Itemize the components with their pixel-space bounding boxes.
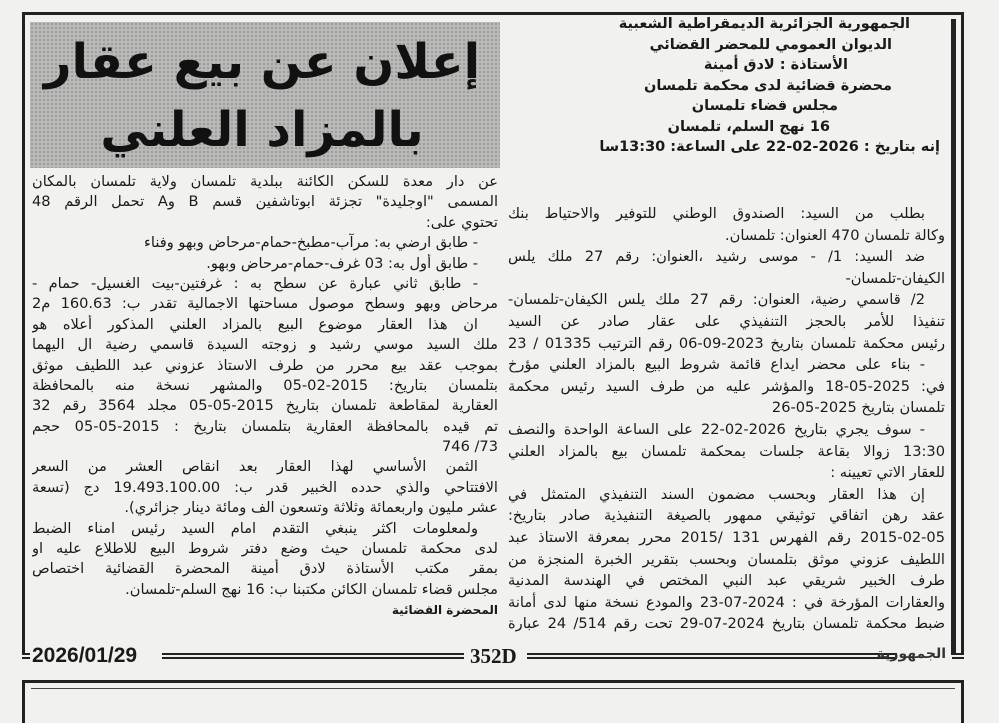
title-line-2: بالمزاد العلني	[100, 102, 424, 158]
text-line: تحتوي على:	[425, 213, 498, 231]
text-line: 2/ قاسمي رضية، العنوان: رقم 27 ملك يلس الكيفان-تلمسان-	[508, 291, 925, 309]
text-line: للعقار الاتي تعيينه :	[830, 464, 945, 482]
title-line-1: إعلان عن بيع عقار	[43, 34, 481, 90]
text-line: ان هذا العقار موضوع البيع بالمزاد العلني المذكور أعلاه هو	[32, 315, 478, 333]
text-line: - سوف يجري بتاريخ 2026-02-22 على الساعة الواحدة والنصف	[508, 420, 925, 438]
text-line: مجلس قضاء تلمسان الكائن مكتبنا ب: 16 نهج السلم-تلمسان.	[125, 580, 498, 598]
text-line: الافتتاحي والذي حدده الخبير قدر ب: 19.493.100.00 دج (تسعة	[32, 478, 498, 496]
header-line: 16 نهج السلم، تلمسان	[667, 118, 830, 135]
text-line: لدى محكمة تلمسان حيث وضع دفتر شروط البيع للاطلاع عليه او	[32, 540, 498, 558]
footer-code: 352D	[470, 644, 517, 668]
left-column-text	[32, 172, 498, 621]
footer-rule	[527, 653, 897, 659]
text-line: تلمسان بتاريخ 2025-05-26	[771, 399, 945, 417]
text-line: المحضرة القضائية	[391, 603, 498, 618]
text-line: ضبط محكمة تلمسان بتاريخ 2024-07-29 تحت رقم 514/ 24 عبارة	[508, 615, 945, 633]
text-line: وكالة تلمسان 470 العنوان: تلمسان.	[725, 226, 945, 244]
text-line: - طابق ثاني عبارة عن سطح به : غرفتين-بيت الغسيل- حمام -	[32, 274, 478, 292]
header-line: الديوان العمومي للمحضر القضائي	[649, 36, 892, 53]
text-line: ولمعلومات اكثر ينبغي التقدم امام السيد رئيس امناء الضبط	[32, 519, 478, 537]
footer-rule	[22, 653, 30, 659]
text-line: ضد السيد: 1/ - موسى رشيد ،العنوان: رقم 27 ملك يلس	[508, 248, 925, 266]
footer-rule	[162, 653, 464, 659]
text-line: 2015-02-05 رقم الفهرس 131 /2015 محرر بمعرفة الاستاذ عبد	[508, 528, 945, 546]
text-line: طرف الخبير شريقي عبد النبي المختص في الهندسة المدنية	[508, 572, 945, 590]
text-line: بتلمسان بتاريخ: 2015-02-05 والمشهر نسخة منه بالمحافظة	[32, 376, 498, 394]
text-line: - بناء على محضر ايداع قائمة شروط البيع بالمزاد العلني مؤرخ	[508, 356, 925, 374]
header-line: محضرة قضائية لدى محكمة تلمسان	[643, 77, 892, 94]
title-banner	[30, 22, 500, 168]
newspaper-logo: الجمهورية	[876, 646, 946, 662]
text-line: الثمن الأساسي لهذا العقار بعد انقاص العشر من السعر	[32, 458, 478, 476]
text-line: اللطيف عزوني موثق بتلمسان وبحسب بتقرير الخبرة المنجزة من	[508, 550, 945, 568]
text-line: عقد رهن اتفاقي توثيقي ممهور بالصيغة التنفيذية صادر بتاريخ:	[508, 507, 945, 525]
text-line: مرحاض وبهو وسطح موصول مساحتها الاجمالية تقدر ب: 160.63 م2	[32, 295, 498, 313]
text-line: 746 /73	[442, 438, 498, 456]
text-line: - طابق أول به: 03 غرف-حمام-مرحاض وبهو.	[206, 254, 478, 272]
text-line: في: 2025-05-18 والمؤشر عليه من طرف السيد رئيس محكمة	[508, 377, 945, 395]
text-line: - طابق ارضي به: مرآب-مطبخ-حمام-مرحاض وبهو وفناء	[144, 234, 478, 252]
issuer-header	[540, 14, 940, 158]
text-line: عن دار معدة للسكن الكائنة ببلدية تلمسان ولاية تلمسان بالمكان	[32, 173, 498, 190]
hearing-date-line: إنه بتاريخ : 2026-02-22 على الساعة: 13:30سا	[599, 139, 940, 155]
text-line: تنفيذا للأمر بالحجز التنفيذي على عقار صادر عن السيد	[508, 312, 945, 330]
text-line: العقارية لمقاطعة تلمسان بتاريخ 2015-05-05 مجلد 3564 رقم 32	[32, 397, 498, 415]
page-footer	[22, 644, 964, 668]
text-line: رئيس محكمة تلمسان بتاريخ 2023-09-06 رقم الترتيب 01335 / 23	[508, 334, 945, 352]
header-line: الجمهورية الجزائرية الديمقراطية الشعبية	[618, 16, 910, 32]
text-line: بمقر مكتب الأستاذة لادق أمينة المحضرة القضائية اختصاص	[32, 560, 498, 578]
text-line: ملك السيد موسي رشيد و زوجته السيدة قاسمي رضية ال اليهما	[32, 336, 498, 354]
text-line: إن هذا العقار وبحسب مضمون السند التنفيذي المتمثل في	[508, 485, 925, 503]
text-line: والعقارات المؤرخة في : 2024-07-23 والمودع نسخة منها لدى أمانة	[508, 593, 945, 611]
right-column-text	[508, 203, 945, 635]
text-line: بموجب عقد بيع محرر من طرف الاستاذ عزوني عبد اللطيف موثق	[32, 356, 498, 374]
header-line: الأستاذة : لادق أمينة	[703, 57, 848, 73]
text-line: تم قيده بالمحافظة العقارية بتلمسان بتاريخ : 2015-05-05 حجم	[32, 417, 498, 435]
header-line: مجلس قضاء تلمسان	[691, 98, 838, 114]
footer-date: 2026/01/29	[32, 644, 138, 667]
next-notice-frame	[22, 680, 964, 723]
text-line: بطلب من السيد: الصندوق الوطني للتوفير والاحتياط بنك	[508, 205, 925, 222]
text-line: الكيفان-تلمسان-	[845, 269, 945, 287]
text-line: 13:30 زوالا بقاعة جلسات بمحكمة تلمسان بيع بالمزاد العلني	[508, 442, 945, 460]
footer-rule	[952, 653, 964, 659]
text-line: عشر مليون واربعمائة وثلاثة وتسعون الف ومائة دينار جزائري).	[124, 499, 498, 517]
text-line: المسمى "اوجليدة" تجزئة ابوتاشفين قسم B وA تحمل الرقم 48	[32, 193, 498, 211]
